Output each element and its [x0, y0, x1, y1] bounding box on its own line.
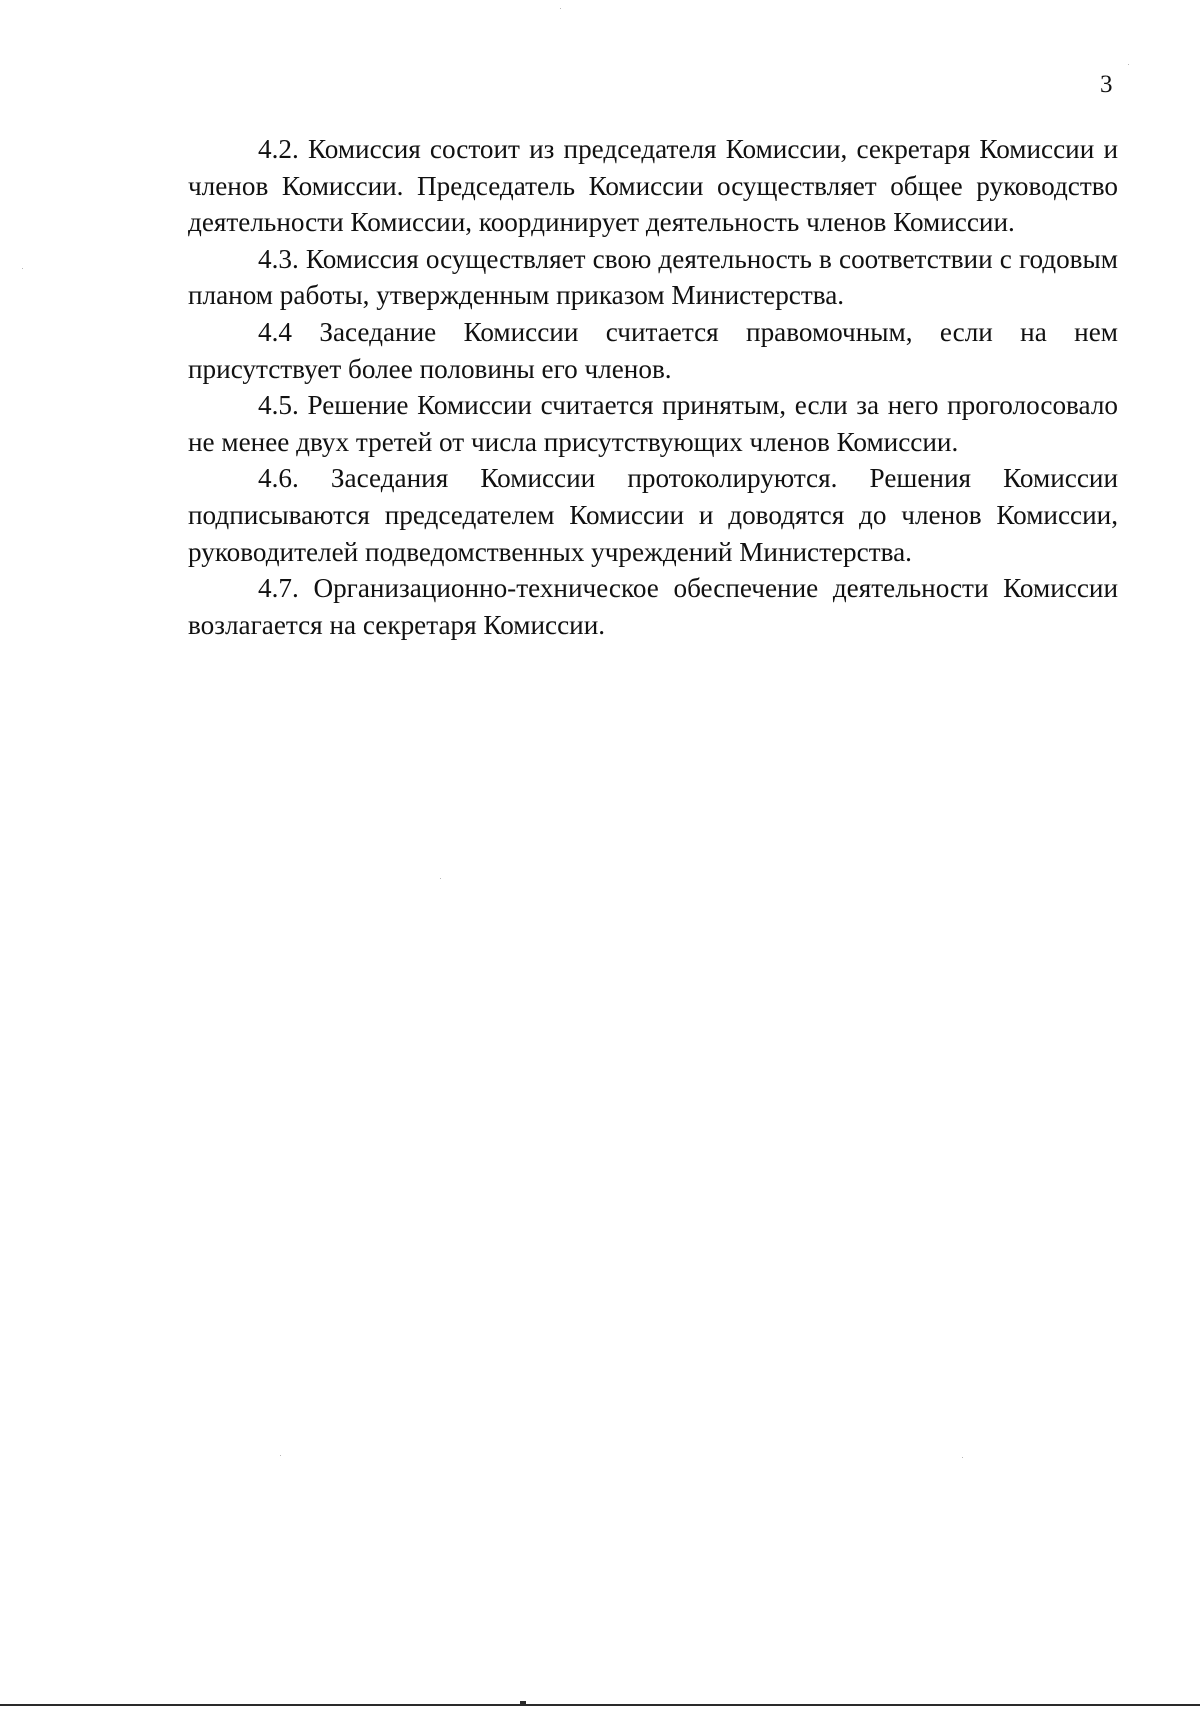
- paragraph-4-7: 4.7. Организационно-техническое обеспечение деятельности Комиссии возлагается на секретаря Комиссии.: [188, 573, 1118, 640]
- scan-bottom-edge: [0, 1704, 1200, 1706]
- paragraph-4-4: 4.4 Заседание Комиссии считается правомочным, если на нем присутствует более половины его членов.: [188, 316, 1118, 384]
- paragraph-4-3: 4.3. Комиссия осуществляет свою деятельность в соответствии с годовым планом работы, утвержденным приказом Министерства.: [188, 243, 1118, 311]
- scan-speck: [1128, 64, 1129, 65]
- scan-speck: [22, 268, 23, 269]
- page-number: 3: [1100, 71, 1113, 98]
- scan-speck: [280, 1455, 281, 1456]
- scan-edge-mark: [520, 1701, 526, 1704]
- paragraph-4-2: 4.2. Комиссия состоит из председателя Комиссии, секретаря Комиссии и членов Комиссии. Председатель Комиссии осуществляет общее руководство деятельности Комиссии, координирует деятельность членов Комиссии.: [188, 134, 1118, 238]
- scan-speck: [962, 1457, 963, 1458]
- paragraph-4-6: 4.6. Заседания Комиссии протоколируются. Решения Комиссии подписываются председателем Комиссии и доводятся до членов Комиссии, руководителей подведомственных учреждений Министерства.: [188, 463, 1118, 567]
- paragraph-4-5: 4.5. Решение Комиссии считается принятым, если за него проголосовало не менее двух третей от числа присутствующих членов Комиссии.: [188, 390, 1118, 457]
- scan-speck: [440, 878, 441, 879]
- document-body: [188, 131, 1118, 643]
- scan-speck: [560, 8, 561, 9]
